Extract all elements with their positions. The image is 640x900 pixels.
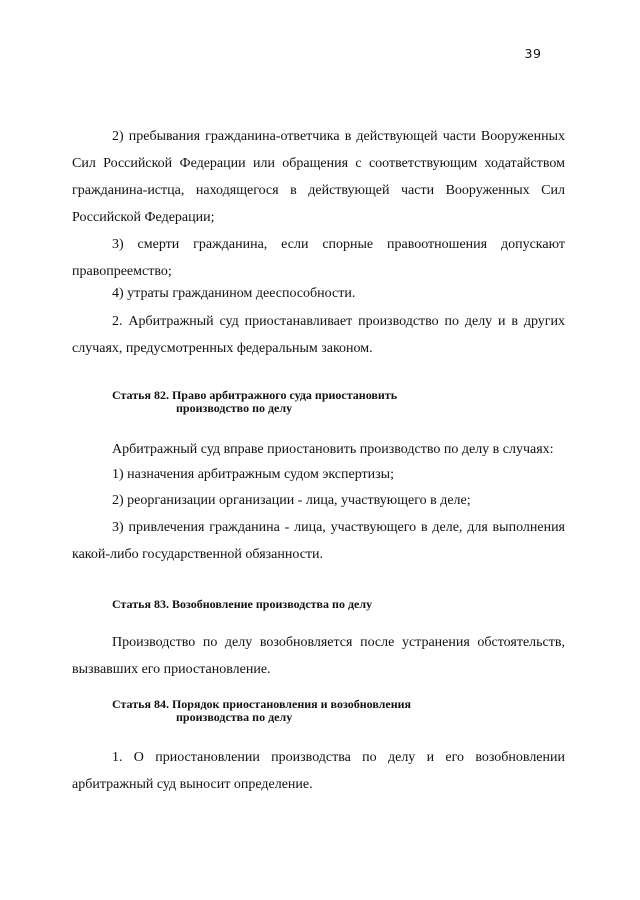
article-82-heading-line1: Статья 82. Право арбитражного суда приостановить <box>112 388 398 402</box>
paragraph-pebyvaniya: 2) пребывания гражданина-ответчика в действующей части Вооруженных Сил Российской Федерации или обращения с соответствующим ходатайством гражданина-истца, находящегося в действующей части Вооруженных Сил Российской Федерации; <box>72 129 565 225</box>
paragraph-article-82-intro: Арбитражный суд вправе приостановить производство по делу в случаях: <box>112 442 554 457</box>
article-84-heading-line2: производства по делу <box>176 710 293 724</box>
paragraph-article-82-item-2: 2) реорганизации организации - лица, участвующего в деле; <box>112 493 471 508</box>
article-83-heading <box>112 598 532 611</box>
article-82-heading <box>112 389 532 415</box>
paragraph-article-82-item-1: 1) назначения арбитражным судом экспертизы; <box>112 467 394 482</box>
article-82-heading-line2: производство по делу <box>176 401 293 415</box>
page-number: 39 <box>524 46 542 61</box>
article-83-heading-line1: Статья 83. Возобновление производства по делу <box>112 597 373 611</box>
paragraph-article-84-clause-1: 1. О приостановлении производства по делу и его возобновлении арбитражный суд выносит определение. <box>72 750 565 792</box>
paragraph-clause-2: 2. Арбитражный суд приостанавливает производство по делу и в других случаях, предусмотренных федеральным законом. <box>72 314 565 356</box>
paragraph-smerti: 3) смерти гражданина, если спорные правоотношения допускают правопреемство; <box>72 237 565 279</box>
article-84-heading <box>112 698 532 724</box>
article-84-heading-line1: Статья 84. Порядок приостановления и возобновления <box>112 697 412 711</box>
paragraph-article-82-item-3: 3) привлечения гражданина - лица, участвующего в деле, для выполнения какой-либо государственной обязанности. <box>72 520 565 562</box>
paragraph-article-83-body: Производство по делу возобновляется после устранения обстоятельств, вызвавших его приостановление. <box>72 635 565 677</box>
paragraph-utraty: 4) утраты гражданином дееспособности. <box>112 286 356 301</box>
